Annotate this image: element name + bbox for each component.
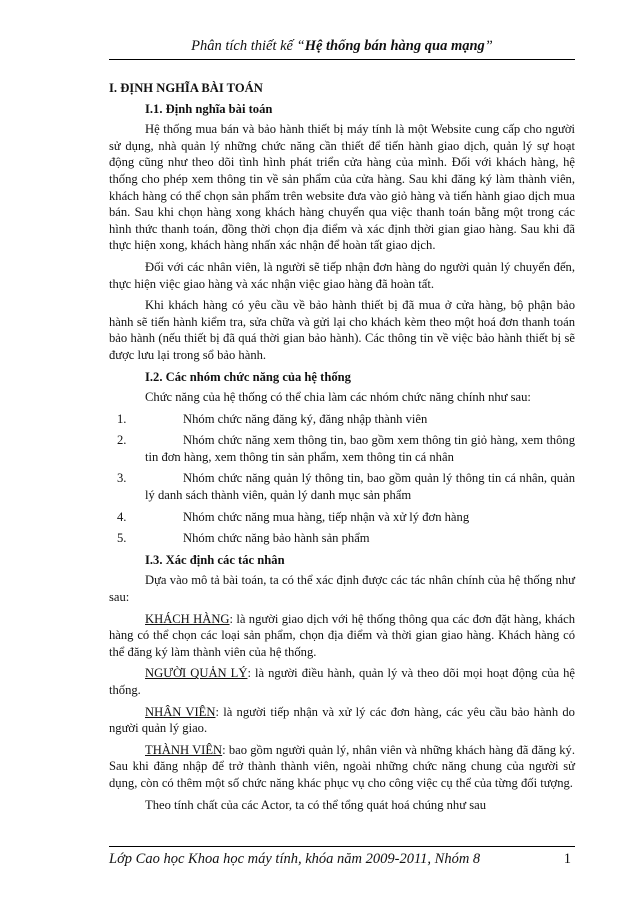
list-number: 1. xyxy=(117,411,127,426)
actor-paragraph xyxy=(109,704,575,737)
list-text: Nhóm chức năng mua hàng, tiếp nhận và xử lý đơn hàng xyxy=(183,509,470,524)
paragraph: Dựa vào mô tả bài toán, ta có thể xác định được các tác nhân chính của hệ thống như sau: xyxy=(109,573,575,605)
actor-name: THÀNH VIÊN xyxy=(145,742,223,757)
actor-paragraph xyxy=(109,665,575,698)
actor-description: : bao gồm người quản lý, nhân viên và những khách hàng đã đăng ký. Sau khi đăng nhập để trở thành thành viên, ngoài những chức năng chung của người sử dụng, còn có thêm một số chức năng khác phục vụ cho công việc cụ thể của từng đối tượng. xyxy=(109,742,575,790)
footer-text: Lớp Cao học Khoa học máy tính, khóa năm 2009-2011, Nhóm 8 xyxy=(109,851,481,867)
list-item xyxy=(109,530,575,547)
list-item xyxy=(109,432,575,465)
list-item xyxy=(109,509,575,526)
actor-description: : là người giao dịch với hệ thống thông qua các đơn đặt hàng, khách hàng có thể chọn các loại sản phẩm, chọn địa điểm và thời gian giao hàng. Khách hàng có thể đăng ký làm thành viên của hệ thống. xyxy=(109,611,575,659)
list-number: 4. xyxy=(117,509,127,524)
header-suffix: ” xyxy=(484,38,493,54)
list-item xyxy=(109,411,575,428)
paragraph: Theo tính chất của các Actor, ta có thể tổng quát hoá chúng như sau xyxy=(145,797,486,812)
list-text: Nhóm chức năng bảo hành sản phẩm xyxy=(183,531,370,546)
actor-name: NGƯỜI QUẢN LÝ xyxy=(145,666,248,681)
page-number: 1 xyxy=(563,851,571,867)
actor-name: NHÂN VIÊN xyxy=(145,704,216,719)
header-prefix: Phân tích thiết kế “ xyxy=(191,38,305,54)
page-content xyxy=(109,80,575,818)
header-title: Hệ thống bán hàng qua mạng xyxy=(304,38,485,54)
actor-paragraph xyxy=(109,742,575,792)
paragraph: Hệ thống mua bán và bảo hành thiết bị máy tính là một Website cung cấp cho người sử dụng, nhà quản lý những chức năng cần thiết để tiến hành giao dịch, quản lý sự hoạt động cũng như theo dõi tình hình phát triển cửa hàng của mình. Đối với khách hàng, hệ thống cho phép xem thông tin về sản phẩm của cửa hàng. Sau khi đăng ký làm thành viên, khách hàng có thể chọn sản phẩm trên website đưa vào giỏ hàng và tiến hành giao dịch mua bán. Sau khi chọn hàng xong khách hàng chuyển qua việc thanh toán bằng một trong các hình thức thanh toán, đồng thời chọn địa điểm và xác định thời gian giao hàng. Sau khi đã thực hiện xong, khách hàng nhấn xác nhận để hoàn tất giao dịch. xyxy=(109,122,575,253)
list-text: Nhóm chức năng đăng ký, đăng nhập thành viên xyxy=(183,411,428,426)
paragraph: Chức năng của hệ thống có thể chia làm các nhóm chức năng chính như sau: xyxy=(145,390,531,405)
page-header xyxy=(109,38,575,60)
list-item xyxy=(109,470,575,503)
page-footer xyxy=(109,846,575,868)
list-text: Nhóm chức năng quản lý thông tin, bao gồm quản lý thông tin cá nhân, quản lý danh sách thành viên, quản lý danh mục sản phẩm xyxy=(145,471,575,503)
list-text: Nhóm chức năng xem thông tin, bao gồm xem thông tin giỏ hàng, xem thông tin đơn hàng, xem thông tin sản phẩm, xem thông tin cá nhân xyxy=(145,433,575,464)
actor-description: : là người điều hành, quản lý và theo dõi mọi hoạt động của hệ thống. xyxy=(109,666,575,697)
paragraph: Đối với các nhân viên, là người sẽ tiếp nhận đơn hàng do người quản lý chuyển đến, thực hiện việc giao hàng và xác nhận việc giao hàng đã hoàn tất. xyxy=(109,259,575,291)
actor-description: : là người tiếp nhận và xử lý các đơn hàng, các yêu cầu bảo hành do người quản lý giao. xyxy=(109,704,575,736)
actor-name: KHÁCH HÀNG xyxy=(145,611,230,626)
paragraph: Khi khách hàng có yêu cầu về bảo hành thiết bị đã mua ở cửa hàng, bộ phận bảo hành sẽ tiến hành kiểm tra, sửa chữa và gửi lại cho khách kèm theo một hoá đơn thanh toán bảo hành (nếu thiết bị đã quá thời gian bảo hành). Các thông tin về việc bảo hành thiết bị sẽ được lưu lại trong sổ bảo hành. xyxy=(109,298,575,362)
list-number: 3. xyxy=(117,471,127,486)
list-number: 2. xyxy=(117,433,127,448)
subsection-1-title: I.1. Định nghĩa bài toán xyxy=(145,101,273,116)
subsection-2-title: I.2. Các nhóm chức năng của hệ thống xyxy=(145,369,351,384)
subsection-3-title: I.3. Xác định các tác nhân xyxy=(145,552,285,567)
list-number: 5. xyxy=(117,531,127,546)
section-title: I. ĐỊNH NGHĨA BÀI TOÁN xyxy=(109,81,263,95)
actor-paragraph xyxy=(109,611,575,661)
